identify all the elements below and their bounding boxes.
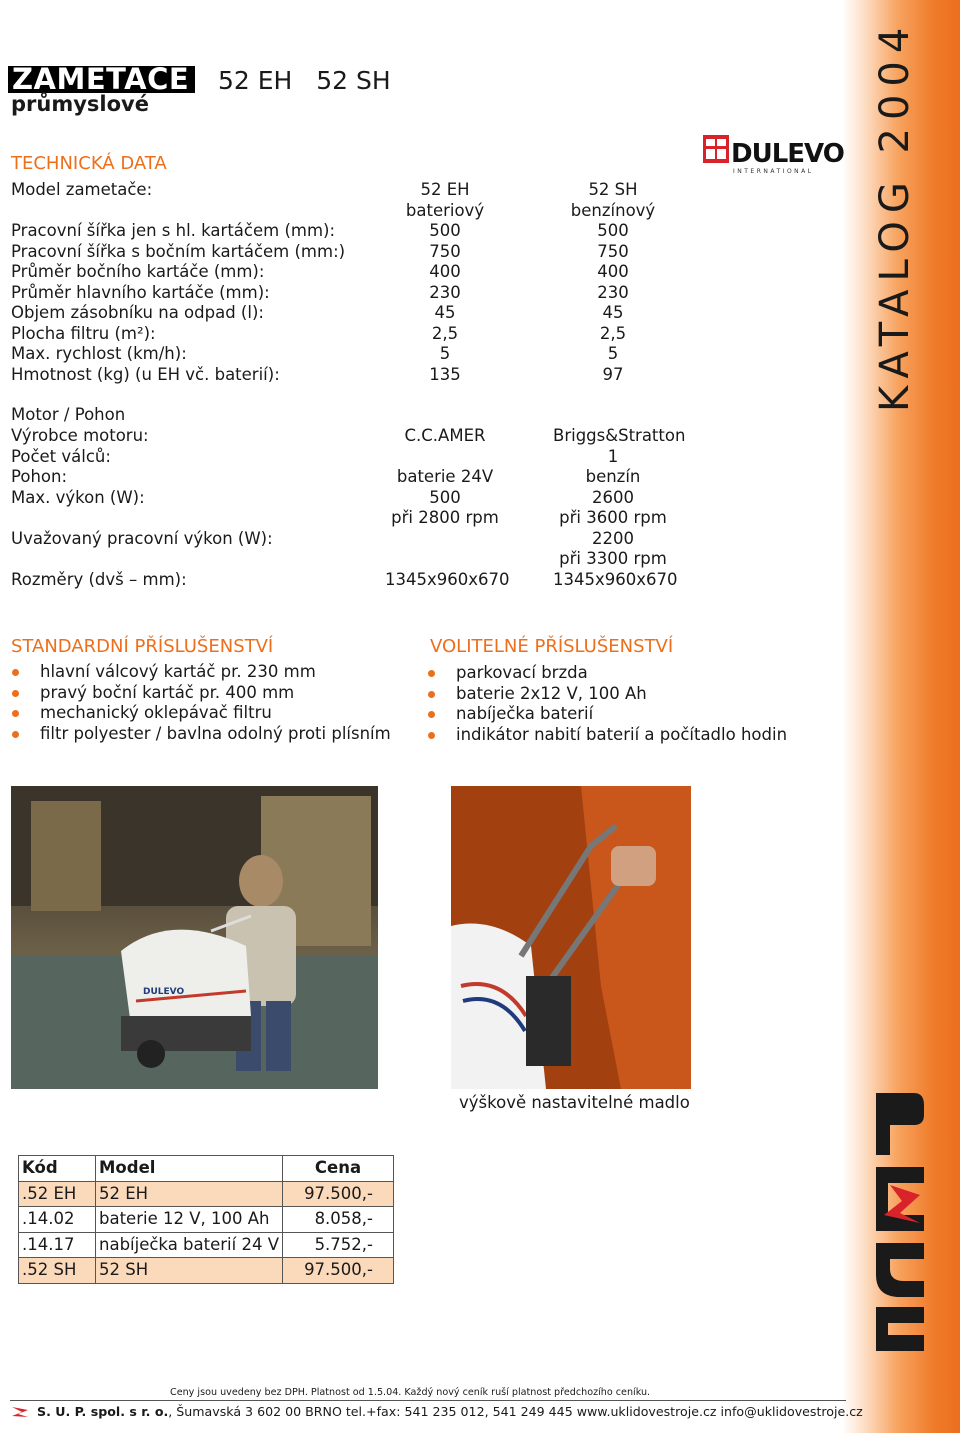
motor-heading: Motor / Pohon <box>11 405 126 424</box>
tech-row-label: Objem zásobníku na odpad (l): <box>11 303 264 322</box>
price-value: 97.500,- <box>283 1258 394 1284</box>
accessory-label: indikátor nabití baterií a počítadlo hodin <box>456 724 788 744</box>
motor-row-value-52eh: 500 <box>429 487 461 507</box>
motor-row-value-52sh: při 3600 rpm <box>559 508 667 527</box>
tech-row-value-52eh: 2,5 <box>431 323 459 343</box>
price-value: 5.752,- <box>283 1232 394 1258</box>
footer-divider <box>10 1400 846 1401</box>
motor-row-label: Rozměry (dvš – mm): <box>11 569 187 589</box>
price-note: Ceny jsou uvedeny bez DPH. Platnost od 1.5.04. Každý nový ceník ruší platnost předchozího ceníku. <box>170 1387 651 1398</box>
logo-wordmark: DULEVO <box>731 139 844 169</box>
standard-list <box>11 662 391 744</box>
motor-row-value-52sh: 2600 <box>592 487 634 507</box>
tech-row-value-52eh: 500 <box>429 221 461 240</box>
accessory-label: nabíječka baterií <box>456 704 594 723</box>
sup-logo-graphic <box>870 1085 930 1375</box>
price-row <box>19 1181 394 1207</box>
tech-row-value-52sh: 2,5 <box>599 323 627 343</box>
price-code: .52 EH <box>19 1181 96 1207</box>
photo-caption: výškově nastavitelné madlo <box>459 1093 690 1112</box>
tech-row-value-52sh: 45 <box>602 303 624 322</box>
motor-row-value-52sh: 1345x960x670 <box>553 569 678 589</box>
tech-row-label: Průměr bočního kartáče (mm): <box>11 262 265 281</box>
header-price: Cena <box>283 1156 394 1182</box>
tech-row-value-52sh: 400 <box>597 262 629 281</box>
handle-illustration <box>451 786 691 1089</box>
bullet-icon <box>428 711 435 718</box>
machine-logo: DULEVO <box>143 987 185 997</box>
tech-row-value-52sh: 230 <box>597 282 629 302</box>
price-code: .14.17 <box>19 1232 96 1258</box>
title-models: 52 EH 52 SH <box>218 66 391 95</box>
catalog-year-text: KATALOG 2004 <box>872 19 918 412</box>
tech-row-value-52sh: 750 <box>597 241 629 261</box>
tech-row-label: Pracovní šířka s bočním kartáčem (mm:) <box>11 241 346 261</box>
accessory-item <box>427 684 787 705</box>
optional-heading: VOLITELNÉ PŘÍSLUŠENSTVÍ <box>430 636 674 657</box>
dulevo-logo-graphic <box>703 131 844 175</box>
price-code: .52 SH <box>19 1258 96 1284</box>
tech-row-label: Pracovní šířka jen s hl. kartáčem (mm): <box>11 221 336 240</box>
price-row <box>19 1258 394 1284</box>
bullet-icon <box>12 731 19 738</box>
header-model: Model <box>96 1156 283 1182</box>
accessory-item <box>11 662 391 683</box>
bullet-icon <box>428 732 435 739</box>
tech-row-label: Hmotnost (kg) (u EH vč. baterií): <box>11 364 280 384</box>
price-model: nabíječka baterií 24 V <box>96 1232 283 1258</box>
accessory-item <box>427 663 787 684</box>
page-subtitle: průmyslové <box>11 92 149 116</box>
price-table <box>18 1155 394 1284</box>
price-model: 52 SH <box>96 1258 283 1284</box>
accessory-label: filtr polyester / bavlna odolný proti plísním <box>40 723 391 743</box>
motor-row-value-52eh: 1345x960x670 <box>385 569 510 589</box>
motor-row-value-52sh: Briggs&Stratton <box>553 426 686 445</box>
accessory-label: mechanický oklepávač filtru <box>40 703 272 722</box>
accessory-label: hlavní válcový kartáč pr. 230 mm <box>40 662 316 681</box>
footer-sup-icon <box>10 1404 30 1418</box>
tech-row-label: Průměr hlavního kartáče (mm): <box>11 282 270 302</box>
price-table-header <box>19 1156 394 1182</box>
logo-subtext: INTERNATIONAL <box>733 168 814 175</box>
motor-row-value-52sh: benzín <box>585 467 641 486</box>
tech-row-value-52sh: 500 <box>597 221 629 240</box>
motor-row-value-52sh: 2200 <box>592 528 634 548</box>
tech-row-label: Plocha filtru (m²): <box>11 323 156 343</box>
bullet-icon <box>428 670 435 677</box>
tech-row-value-52eh: 135 <box>429 364 461 384</box>
tech-row-value-52eh: 45 <box>434 303 456 322</box>
price-value: 97.500,- <box>283 1181 394 1207</box>
registered-mark: ® <box>908 1099 918 1110</box>
motor-row-value-52eh: při 2800 rpm <box>391 508 499 527</box>
header-code: Kód <box>19 1156 96 1182</box>
accessory-label: parkovací brzda <box>456 663 588 682</box>
bullet-icon <box>12 710 19 717</box>
accessory-item <box>427 725 787 746</box>
col1-type: bateriový <box>405 201 485 220</box>
motor-row-value-52eh: baterie 24V <box>396 467 494 486</box>
optional-list <box>427 663 787 745</box>
tech-row-value-52eh: 750 <box>429 241 461 261</box>
tech-row-value-52eh: 400 <box>429 262 461 281</box>
tech-heading: TECHNICKÁ DATA <box>11 153 167 174</box>
sweeper-photo <box>11 786 378 1089</box>
accessory-item <box>427 704 787 725</box>
handle-photo <box>451 786 691 1089</box>
footer-company: S. U. P. spol. s r. o. <box>37 1404 169 1419</box>
price-row <box>19 1232 394 1258</box>
price-model: baterie 12 V, 100 Ah <box>96 1207 283 1233</box>
motor-row-value-52sh: při 3300 rpm <box>559 549 667 568</box>
accessory-item <box>11 724 391 745</box>
price-code: .14.02 <box>19 1207 96 1233</box>
motor-row-label: Počet válců: <box>11 446 111 466</box>
footer-contact <box>37 1404 863 1419</box>
motor-row-value-52eh: C.C.AMER <box>404 426 486 445</box>
bullet-icon <box>12 690 19 697</box>
accessory-label: baterie 2x12 V, 100 Ah <box>456 683 647 703</box>
accessory-item <box>11 683 391 704</box>
tech-row-value-52eh: 5 <box>439 344 451 363</box>
tech-row-label: Max. rychlost (km/h): <box>11 344 187 363</box>
bullet-icon <box>12 669 19 676</box>
col2-type: benzínový <box>570 201 656 220</box>
price-value: 8.058,- <box>283 1207 394 1233</box>
model-label: Model zametače: <box>11 180 153 199</box>
sup-logo <box>870 1085 930 1375</box>
motor-row-label: Uvažovaný pracovní výkon (W): <box>11 528 273 548</box>
price-model: 52 EH <box>96 1181 283 1207</box>
bullet-icon <box>428 691 435 698</box>
motor-row-label: Max. výkon (W): <box>11 487 145 507</box>
motor-row-label: Pohon: <box>11 467 68 486</box>
col1-name: 52 EH <box>420 180 470 199</box>
footer-address: , Šumavská 3 602 00 BRNO tel.+fax: 541 235 012, 541 249 445 www.uklidovestroje.cz info@uklidovestroje.cz <box>168 1404 863 1419</box>
sweeper-illustration <box>11 786 378 1089</box>
tech-row-value-52sh: 5 <box>607 344 619 363</box>
price-row <box>19 1207 394 1233</box>
accessory-label: pravý boční kartáč pr. 400 mm <box>40 682 295 702</box>
dulevo-logo <box>703 131 844 175</box>
page-title: ZAMETAČE <box>8 66 195 93</box>
standard-heading: STANDARDNÍ PŘÍSLUŠENSTVÍ <box>11 636 274 657</box>
accessory-item <box>11 703 391 724</box>
tech-row-value-52eh: 230 <box>429 282 461 302</box>
tech-row-value-52sh: 97 <box>602 364 624 384</box>
motor-row-value-52sh: 1 <box>607 446 619 466</box>
motor-row-label: Výrobce motoru: <box>11 426 149 445</box>
col2-name: 52 SH <box>588 180 638 199</box>
